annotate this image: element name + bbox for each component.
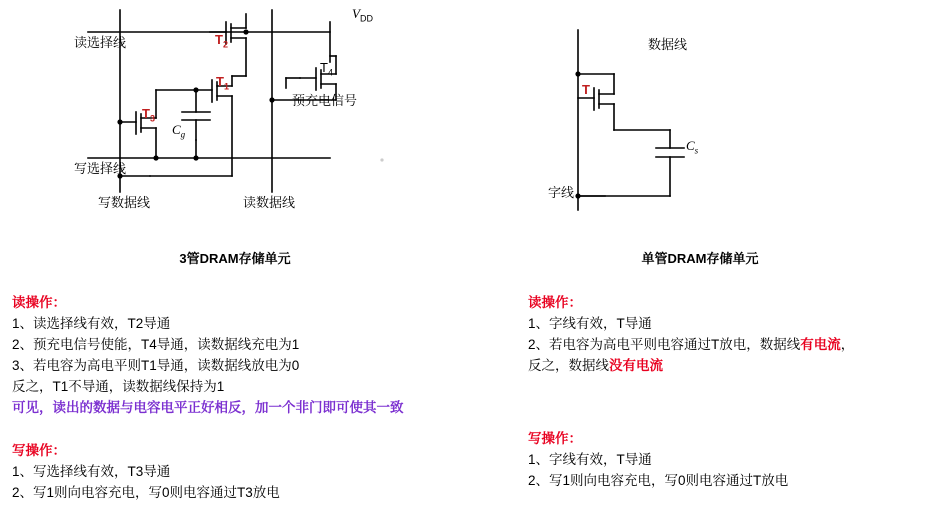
right-write-line-2: 2、写1则向电容充电，写0则电容通过T放电 — [528, 473, 789, 488]
label-precharge-signal: 预充电信号 — [292, 93, 358, 108]
left-note: 可见，读出的数据与电容电平正好相反，加一个非门即可使其一致 — [12, 400, 404, 415]
left-write-heading: 写操作： — [12, 443, 66, 458]
label-transistor-t2: $T_2$ — [215, 32, 228, 50]
right-read-line-2 — [528, 334, 854, 355]
left-read-operation-block — [12, 292, 404, 418]
label-vdd: $V_{DD}$ — [352, 6, 373, 24]
label-transistor-t3: $T_3$ — [142, 106, 155, 124]
left-write-line-2: 2、写1则向电容充电，写0则电容通过T3放电 — [12, 485, 280, 500]
right-read-line-3-highlight: 没有电流 — [609, 358, 663, 373]
right-read-line-3-part-a: 反之，数据线 — [528, 358, 609, 373]
right-read-line-2-part-b: ， — [840, 337, 855, 352]
label-transistor-t1: $T_1$ — [216, 74, 229, 92]
label-capacitor-cs: $C_s$ — [686, 138, 699, 156]
label-read-select-line: 读选择线 — [74, 35, 127, 50]
right-read-line-3 — [528, 355, 854, 376]
left-write-line-1: 1、写选择线有效，T3导通 — [12, 464, 171, 479]
three-transistor-dram-svg — [0, 0, 470, 240]
label-write-select-line: 写选择线 — [74, 161, 127, 176]
one-transistor-dram-diagram — [470, 0, 930, 240]
left-write-operation-block — [12, 440, 280, 503]
label-word-line: 字线 — [548, 185, 575, 200]
three-transistor-dram-diagram — [0, 0, 470, 240]
left-read-line-1: 1、读选择线有效，T2导通 — [12, 316, 171, 331]
label-data-line: 数据线 — [648, 37, 688, 52]
left-read-line-2: 2、预充电信号使能，T4导通，读数据线充电为1 — [12, 337, 300, 352]
right-read-line-2-highlight: 有电流 — [800, 337, 841, 352]
one-transistor-dram-svg — [470, 0, 930, 240]
right-write-line-1: 1、字线有效，T导通 — [528, 452, 652, 467]
label-capacitor-cg: $C_g$ — [172, 122, 186, 140]
right-read-line-1: 1、字线有效，T导通 — [528, 316, 652, 331]
right-read-heading: 读操作： — [528, 295, 582, 310]
right-column — [470, 0, 930, 514]
label-read-data-line: 读数据线 — [243, 195, 296, 210]
label-write-data-line: 写数据线 — [98, 195, 151, 210]
right-write-heading: 写操作： — [528, 431, 582, 446]
left-read-line-4: 反之，T1不导通，读数据线保持为1 — [12, 379, 225, 394]
left-read-heading: 读操作： — [12, 295, 66, 310]
label-transistor-t: T — [582, 82, 590, 97]
label-transistor-t4: $T_4$ — [320, 60, 333, 78]
right-read-line-2-part-a: 2、若电容为高电平则电容通过T放电，数据线 — [528, 337, 801, 352]
right-read-operation-block — [528, 292, 854, 376]
left-read-line-3: 3、若电容为高电平则T1导通，读数据线放电为0 — [12, 358, 300, 373]
right-write-operation-block — [528, 428, 788, 491]
left-figure-caption: 3管DRAM存储单元 — [179, 251, 291, 266]
right-figure-caption: 单管DRAM存储单元 — [641, 251, 759, 266]
